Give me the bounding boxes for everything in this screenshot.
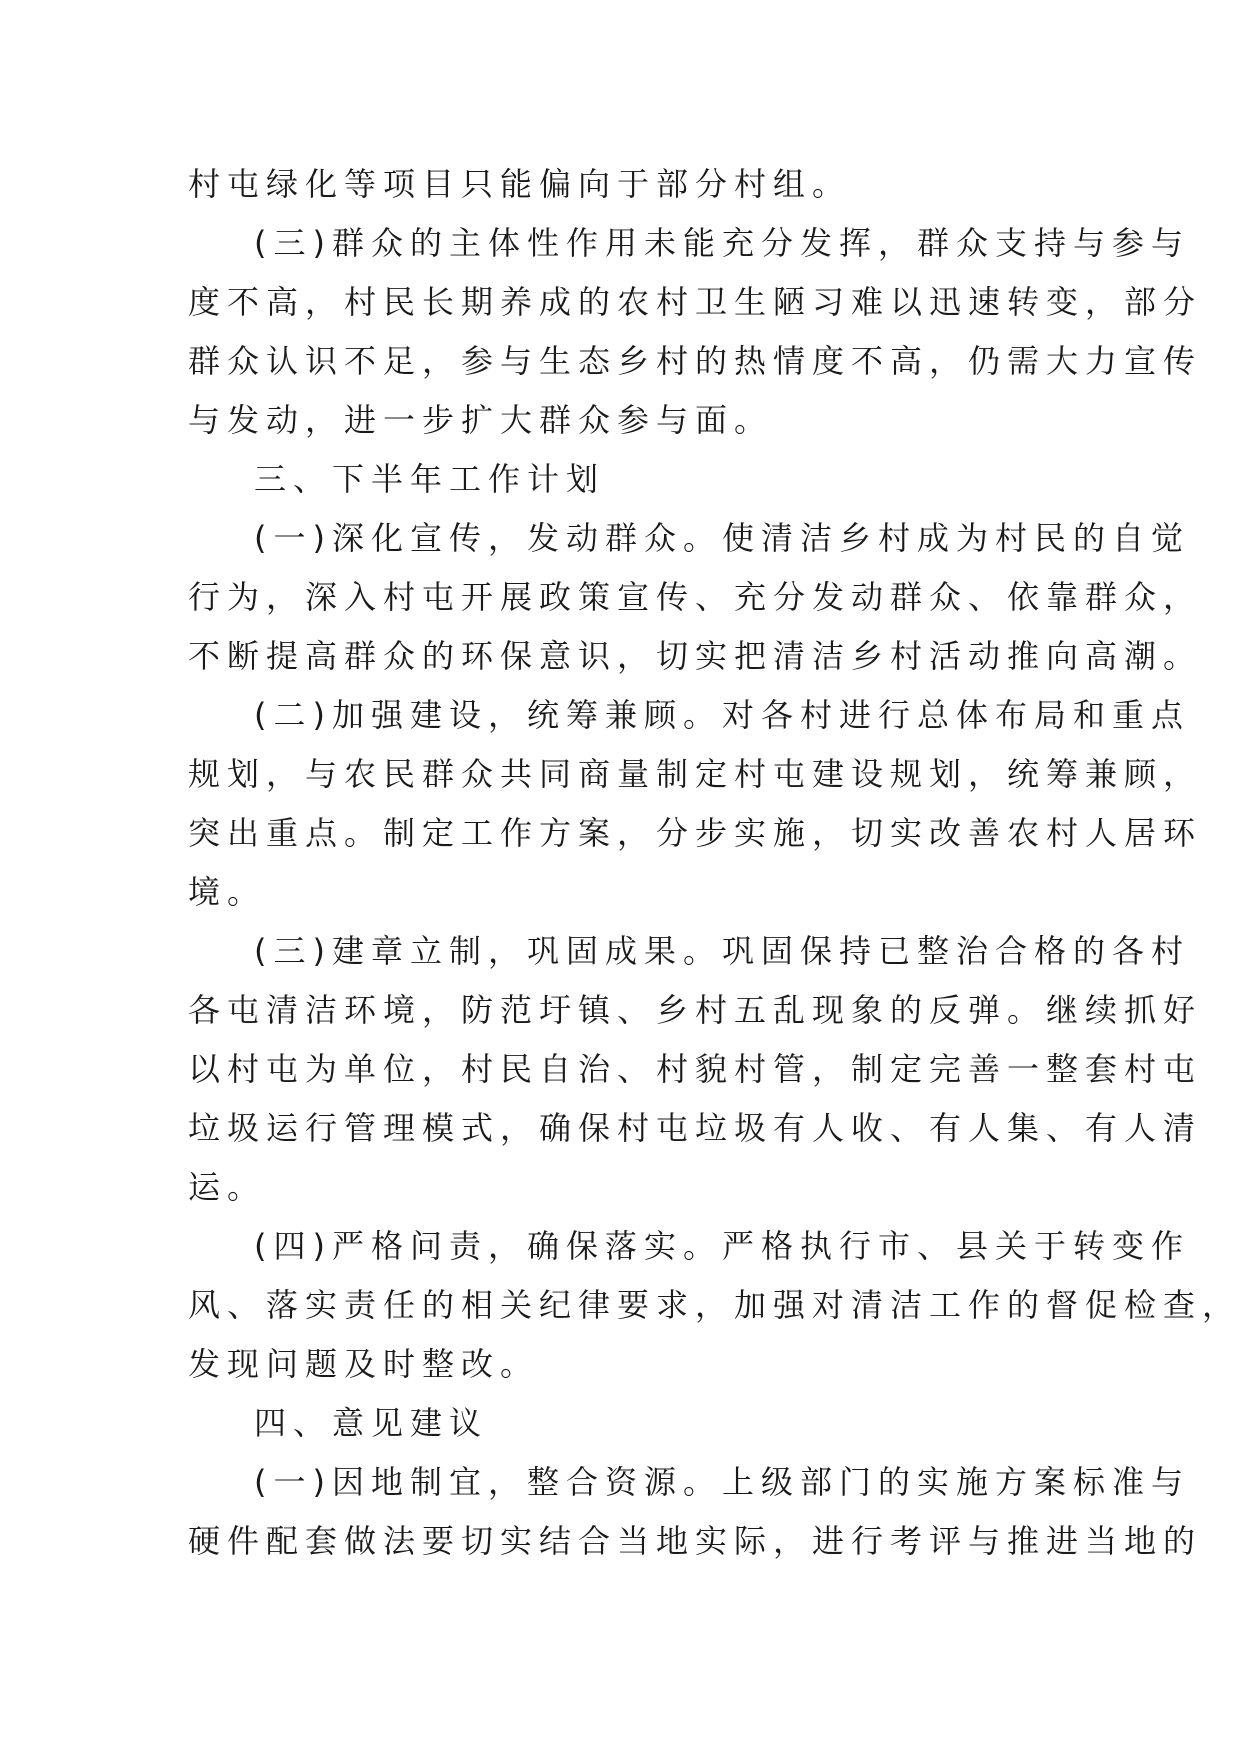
- paragraph-first-line: (二)加强建设，统筹兼顾。对各村进行总体布局和重点: [254, 696, 1190, 734]
- paragraph-line: 运。: [188, 1168, 267, 1206]
- paragraph-line: 村屯绿化等项目只能偏向于部分村组。: [188, 165, 852, 203]
- paragraph-line: 风、落实责任的相关纪律要求，加强对清洁工作的督促检查，: [188, 1286, 1241, 1324]
- paragraph-line: 以村屯为单位，村民自治、村貌村管，制定完善一整套村屯: [188, 1050, 1203, 1088]
- paragraph-first-line: (三)建章立制，巩固成果。巩固保持已整治合格的各村: [254, 932, 1190, 970]
- document-body: [188, 155, 1241, 1571]
- paragraph-line: 不断提高群众的环保意识，切实把清洁乡村活动推向高潮。: [188, 637, 1203, 675]
- paragraph-line: 群众认识不足，参与生态乡村的热情度不高，仍需大力宣传: [188, 342, 1203, 380]
- paragraph-line: 与发动，进一步扩大群众参与面。: [188, 401, 774, 439]
- paragraph-line: 垃圾运行管理模式，确保村屯垃圾有人收、有人集、有人清: [188, 1109, 1203, 1147]
- paragraph-line: 行为，深入村屯开展政策宣传、充分发动群众、依靠群众，: [188, 578, 1203, 616]
- paragraph-first-line: 三、下半年工作计划: [254, 460, 606, 498]
- paragraph-line: 突出重点。制定工作方案，分步实施，切实改善农村人居环: [188, 814, 1203, 852]
- paragraph-line: 度不高，村民长期养成的农村卫生陋习难以迅速转变，部分: [188, 283, 1203, 321]
- paragraph-first-line: (四)严格问责，确保落实。严格执行市、县关于转变作: [254, 1227, 1190, 1265]
- paragraph-first-line: (一)深化宣传，发动群众。使清洁乡村成为村民的自觉: [254, 519, 1190, 557]
- paragraph-first-line: (一)因地制宜，整合资源。上级部门的实施方案标准与: [254, 1463, 1190, 1501]
- paragraph-line: 发现问题及时整改。: [188, 1345, 540, 1383]
- paragraph-line: 境。: [188, 873, 267, 911]
- paragraph-line: 各屯清洁环境，防范圩镇、乡村五乱现象的反弹。继续抓好: [188, 991, 1203, 1029]
- paragraph-first-line: (三)群众的主体性作用未能充分发挥，群众支持与参与: [254, 224, 1190, 262]
- paragraph-first-line: 四、意见建议: [254, 1404, 489, 1442]
- paragraph-line: 规划，与农民群众共同商量制定村屯建设规划，统筹兼顾，: [188, 755, 1203, 793]
- paragraph-line: 硬件配套做法要切实结合当地实际，进行考评与推进当地的: [188, 1522, 1203, 1560]
